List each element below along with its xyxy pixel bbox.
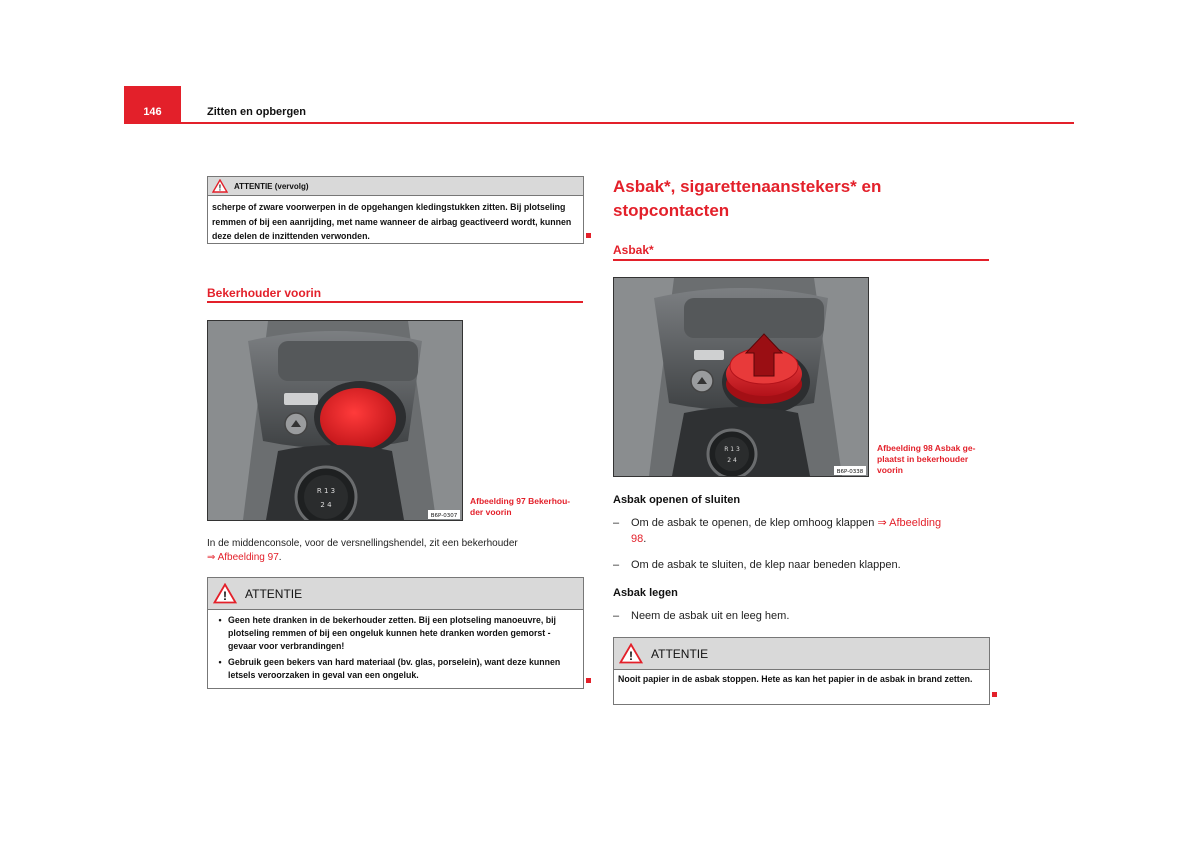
subheading-open-close: Asbak openen of sluiten	[613, 494, 741, 506]
figure-98-caption-line3: voorin	[877, 465, 903, 475]
warning-cupholder-box	[207, 577, 584, 689]
figure-97-code: B6P-0307	[430, 513, 458, 519]
warning-ashtray-header	[614, 638, 989, 670]
end-of-section-square-icon	[586, 678, 591, 683]
warning-continued-header	[208, 177, 583, 196]
figure-98-caption	[877, 443, 992, 476]
cupholder-paragraph	[207, 537, 587, 565]
figure-98-code: B6P-0338	[836, 469, 864, 475]
warning-cupholder-title: ATTENTIE	[245, 586, 303, 601]
figure-97-caption	[470, 496, 585, 518]
svg-text:!: !	[218, 183, 222, 193]
warning-triangle-icon	[212, 179, 228, 193]
warning-ashtray-box	[613, 637, 990, 705]
warning-continued-title: ATTENTIE (vervolg)	[234, 181, 309, 191]
instruction-empty-text: Neem de asbak uit en leeg hem.	[631, 610, 790, 622]
dash-1: –	[613, 517, 620, 529]
warning-cupholder-body	[208, 610, 583, 685]
main-title-line1: Asbak*, sigarettenaanstekers* en	[613, 177, 882, 196]
warning-ashtray-text: Nooit papier in de asbak stoppen. Hete as kan het papier in de asbak in brand zetten.	[618, 674, 973, 684]
warning-triangle-icon	[619, 643, 643, 664]
figure-97-image	[207, 320, 463, 521]
figure-98-link-a[interactable]: ⇒ Afbeelding	[877, 517, 942, 529]
section-title-ashtray: Asbak*	[613, 243, 654, 257]
main-title	[613, 175, 881, 223]
warning-cupholder-bullet-1: • Geen hete dranken in de bekerhouder zetten. Bij een plotseling manoeuvre, bij plotseling remmen of bij een ongeluk kunnen hete dranken worden gemorst - gevaar voor verbrandingen!	[218, 615, 557, 651]
warning-cupholder-header	[208, 578, 583, 610]
dash-3: –	[613, 610, 620, 622]
header-rule	[181, 122, 1074, 124]
figure-98-caption-line1: Afbeelding 98 Asbak ge-	[877, 443, 976, 453]
main-title-line2: stopcontacten	[613, 201, 730, 220]
cupholder-paragraph-text: In de middenconsole, voor de versnellingshendel, zit een bekerhouder	[207, 538, 518, 549]
instruction-empty	[613, 608, 993, 624]
instruction-open	[613, 515, 993, 547]
warning-triangle-icon	[213, 583, 237, 604]
svg-text:!: !	[223, 589, 227, 603]
page-number: 146	[143, 106, 162, 118]
svg-text:R 1 3: R 1 3	[724, 446, 740, 453]
figure-97-caption-line1: Afbeelding 97 Bekerhou-	[470, 496, 571, 506]
section-rule-ashtray	[613, 259, 989, 261]
end-of-section-square-icon	[586, 233, 591, 238]
section-rule-cupholder	[207, 301, 583, 303]
warning-cupholder-bullet-2: • Gebruik geen bekers van hard materiaal (bv. glas, porselein), want deze kunnen letsels veroorzaken in geval van een ongeluk.	[218, 657, 561, 680]
warning-continued-text: scherpe of zware voorwerpen in de opgehangen kledingstukken zitten. Bij plotseling remmen of bij een aanrijding, met name wanneer de airbag geactiveerd wordt, kunnen deze delen de inzittenden verwonden.	[212, 202, 572, 241]
instruction-close	[613, 557, 993, 573]
svg-text:2 4: 2 4	[727, 457, 737, 464]
svg-text:!: !	[629, 649, 633, 663]
instruction-open-text: Om de asbak te openen, de klep omhoog klappen ⇒ Afbeelding 98.	[631, 517, 942, 545]
svg-text:R 1 3: R 1 3	[316, 487, 336, 495]
instruction-close-text: Om de asbak te sluiten, de klep naar beneden klappen.	[631, 559, 901, 571]
cupholder-paragraph-end: .	[278, 552, 282, 563]
section-title-cupholder: Bekerhouder voorin	[207, 286, 322, 300]
end-of-section-square-icon	[992, 692, 997, 697]
svg-text:2 4: 2 4	[320, 501, 332, 509]
page-number-box	[124, 86, 181, 124]
warning-continued-box	[207, 176, 584, 244]
figure-98-caption-line2: plaatst in bekerhouder	[877, 454, 969, 464]
figure-97-link[interactable]: ⇒ Afbeelding 97	[207, 552, 279, 563]
figure-97-caption-line2: der voorin	[470, 507, 512, 517]
dash-2: –	[613, 559, 620, 571]
figure-98-image	[613, 277, 869, 477]
subheading-empty: Asbak legen	[613, 587, 678, 599]
warning-ashtray-title: ATTENTIE	[651, 646, 709, 661]
figure-98-link-b[interactable]: 98	[631, 533, 644, 545]
chapter-title: Zitten en opbergen	[207, 106, 306, 118]
